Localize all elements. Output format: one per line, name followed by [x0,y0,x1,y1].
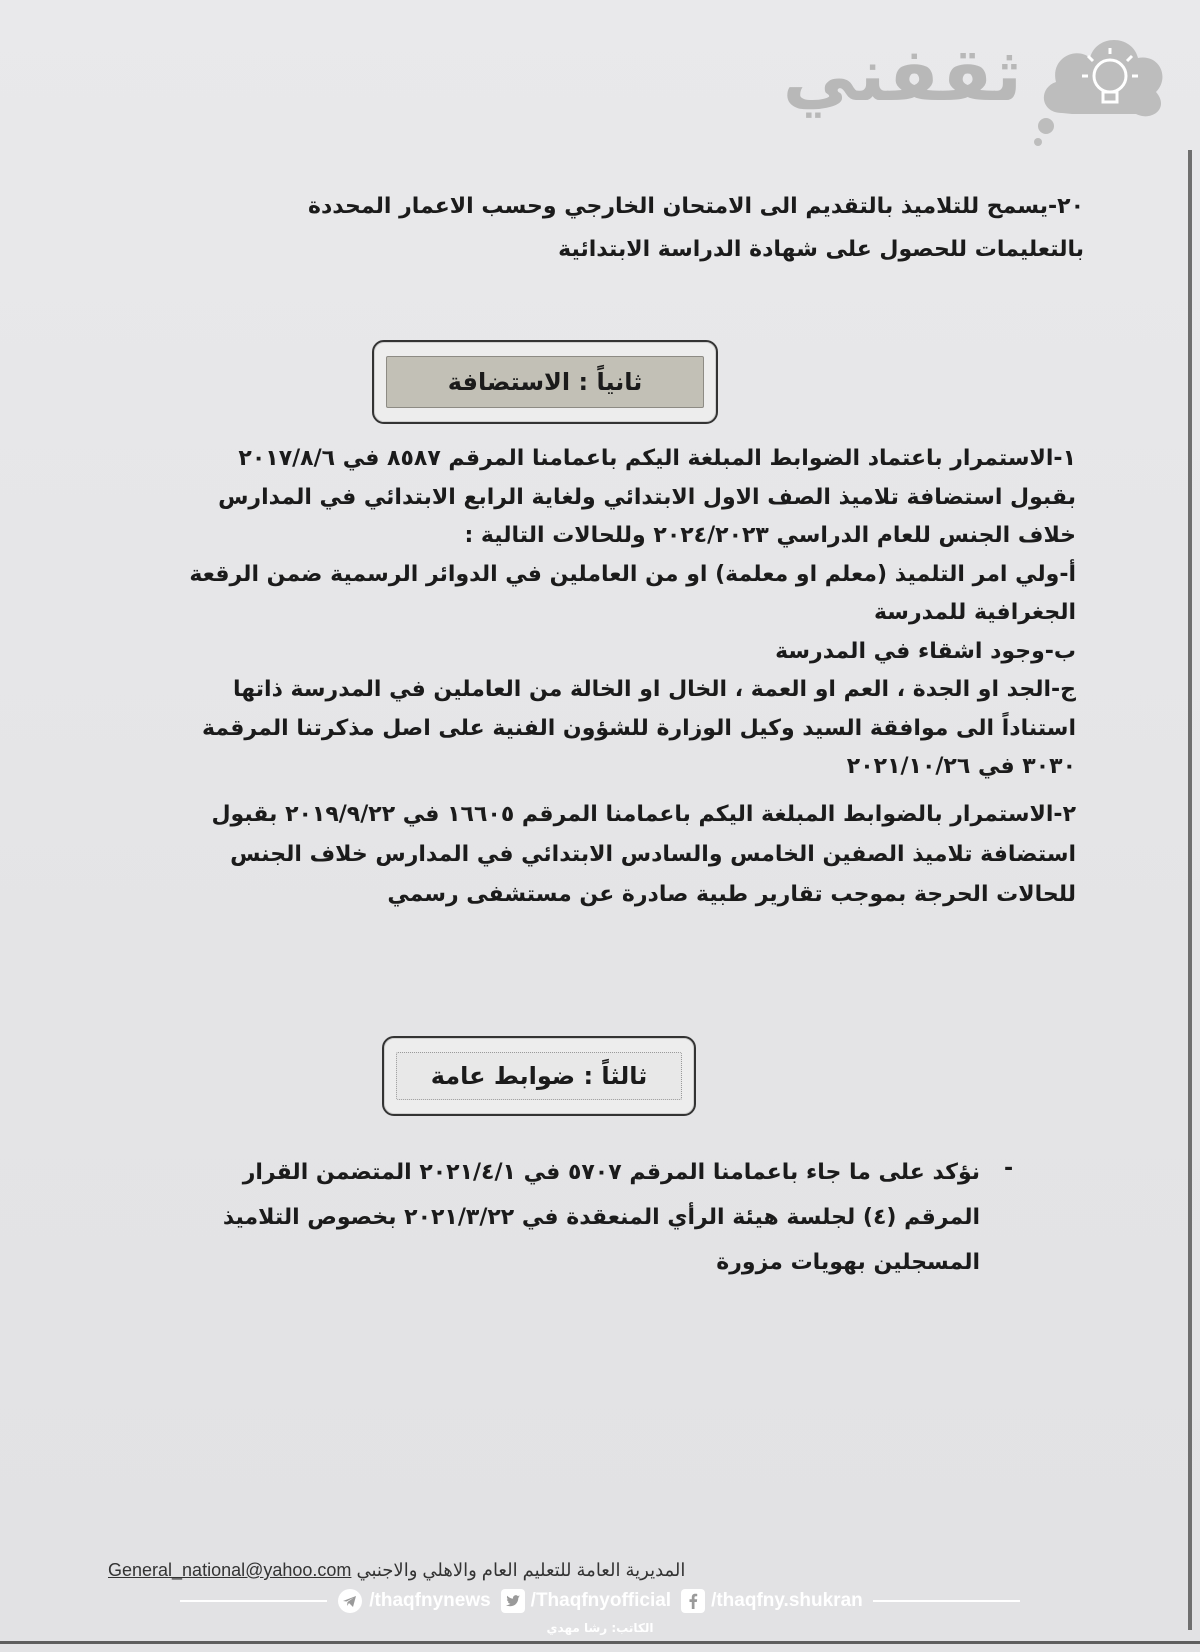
section-hosting-heading-box [372,340,718,424]
footer-contact [108,1560,693,1581]
footer-directorate: المديرية العامة للتعليم العام والاهلي والاجنبي [356,1560,686,1580]
lightbulb-cloud-icon [1032,18,1172,148]
social-bar [180,1587,1020,1615]
social-telegram[interactable] [337,1588,490,1614]
social-twitter-label: /Thaqfnyofficial [530,1590,672,1611]
twitter-icon [501,1589,525,1613]
telegram-icon [337,1588,363,1614]
general-bullet-dash: - [1004,1156,1014,1181]
footer-email-link[interactable]: General_national@yahoo.com [108,1560,352,1580]
hosting-item-1-line: أ-ولي امر التلميذ (معلم او معلمة) او من العاملين في الدوائر الرسمية ضمن الرقعة [189,561,1076,587]
hosting-item-1-line: ٣٠٣٠ في ٢٠٢١/١٠/٢٦ [846,754,1076,779]
hosting-item-2-paragraph [100,795,1076,915]
social-twitter[interactable] [501,1589,671,1613]
social-facebook[interactable] [681,1589,863,1613]
hosting-item-2-line: ٢-الاستمرار بالضوابط المبلغة اليكم باعمامنا المرقم ١٦٦٠٥ في ٢٠١٩/٩/٢٢ بقبول [211,802,1076,827]
item-20-paragraph [94,185,1084,271]
brand-logo [782,18,1172,148]
page-bottom-edge [0,1641,1200,1644]
hosting-item-2-line: استضافة تلاميذ الصفين الخامس والسادس الابتدائي في المدارس خلاف الجنس [230,842,1076,867]
social-telegram-label: /thaqfnynews [369,1590,491,1611]
item-20-line: ٢٠-يسمح للتلاميذ بالتقديم الى الامتحان الخارجي وحسب الاعمار المحددة [308,194,1084,219]
general-line: المسجلين بهويات مزورة [716,1250,980,1275]
general-paragraph [100,1150,980,1285]
hosting-item-1-line: ج-الجد او الجدة ، العم او العمة ، الخال او الخالة من العاملين في المدرسة ذاتها [233,677,1076,702]
divider-right [873,1600,1020,1602]
general-line: نؤكد على ما جاء باعمامنا المرقم ٥٧٠٧ في ٢٠٢١/٤/١ المتضمن القرار [242,1160,980,1185]
social-facebook-label: /thaqfny.shukran [711,1590,863,1611]
hosting-item-1-paragraph [100,440,1076,787]
brand-logo-text: ثقفني [782,32,1022,118]
author-credit: الكاتب: رشا مهدي [546,1621,654,1635]
hosting-item-1-line: بقبول استضافة تلاميذ الصف الاول الابتدائي ولغاية الرابع الابتدائي في المدارس [218,484,1076,510]
hosting-item-1-line: ١-الاستمرار باعتماد الضوابط المبلغة اليكم باعمامنا المرقم ٨٥٨٧ في ٢٠١٧/٨/٦ [238,446,1076,471]
item-20-line: بالتعليمات للحصول على شهادة الدراسة الابتدائية [558,237,1084,262]
section-hosting-heading: ثانياً : الاستضافة [386,356,704,408]
page-edge-shadow [1188,150,1192,1630]
facebook-icon [681,1589,705,1613]
section-general-heading-box [382,1036,696,1116]
hosting-item-2-line: للحالات الحرجة بموجب تقارير طبية صادرة عن مستشفى رسمي [387,882,1076,907]
hosting-item-1-line: ب-وجود اشقاء في المدرسة [775,638,1076,664]
hosting-item-1-line: استناداً الى موافقة السيد وكيل الوزارة للشؤون الفنية على اصل مذكرتنا المرقمة [201,715,1076,741]
hosting-item-1-line: الجغرافية للمدرسة [873,600,1076,625]
general-line: المرقم (٤) لجلسة هيئة الرأي المنعقدة في ٢٠٢١/٣/٢٢ بخصوص التلاميذ [222,1205,980,1230]
hosting-item-1-line: خلاف الجنس للعام الدراسي ٢٠٢٤/٢٠٢٣ وللحالات التالية : [464,523,1076,548]
divider-left [180,1600,327,1602]
section-general-heading: ثالثاً : ضوابط عامة [396,1052,682,1100]
